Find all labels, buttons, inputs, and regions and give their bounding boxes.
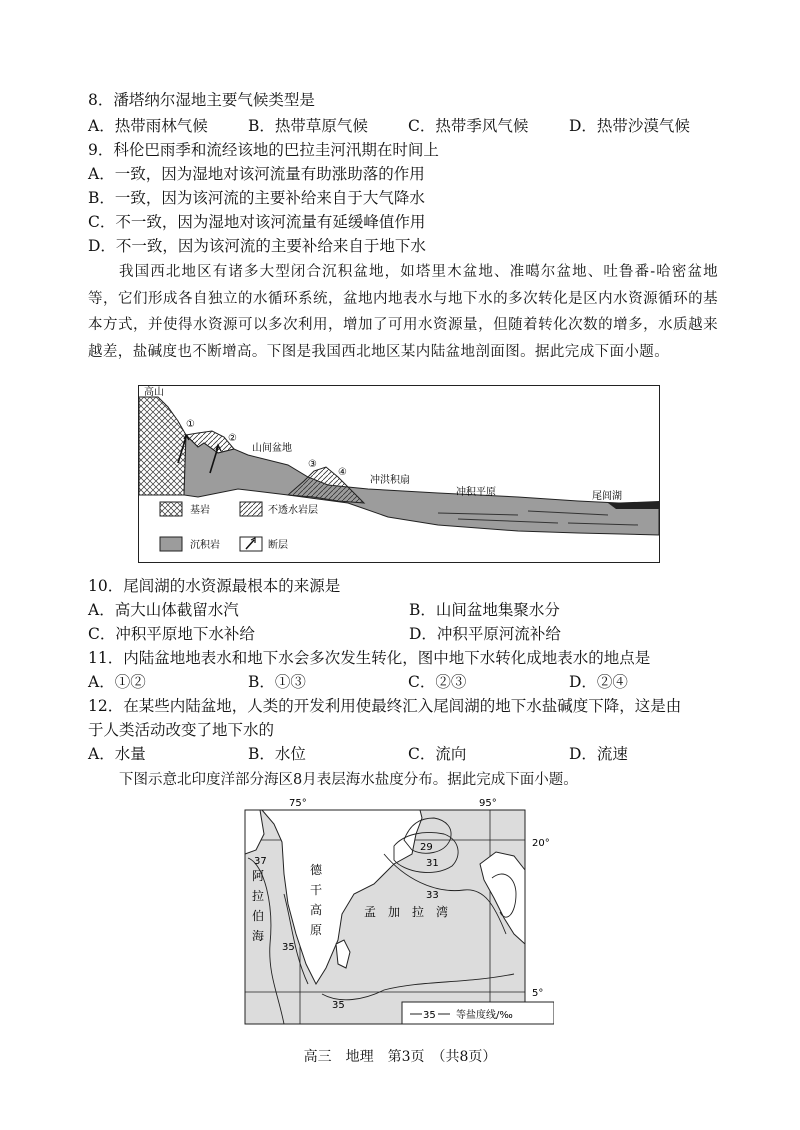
label-arabian-sea-4: 海 xyxy=(252,929,265,943)
q11-option-a: A．①② xyxy=(88,673,146,691)
q9-stem: 9．科伦巴雨季和流经该地的巴拉圭河汛期在时间上 xyxy=(88,141,439,159)
q9-option-d: D．不一致，因为该河流的主要补给来自于地下水 xyxy=(88,237,426,255)
q11-option-b: B．①③ xyxy=(248,673,306,691)
lat-label-5: 5° xyxy=(532,988,544,999)
label-arabian-sea-3: 伯 xyxy=(252,909,265,923)
salinity-map-figure xyxy=(244,794,554,1026)
page-footer: 高三 地理 第3页 （共8页） xyxy=(303,1049,497,1065)
label-point-3: ③ xyxy=(308,459,317,470)
q12-stem-line1: 12．在某些内陆盆地，人类的开发利用使最终汇入尾闾湖的地下水盐碱度下降，这是由 xyxy=(88,697,682,715)
label-mountain: 高山 xyxy=(144,387,164,398)
label-deccan-3: 高 xyxy=(310,903,323,917)
q10-option-a: A．高大山体截留水汽 xyxy=(88,601,239,619)
legend-fault: 断层 xyxy=(268,540,288,551)
isoline-label-29: 29 xyxy=(420,842,433,853)
label-plain: 冲积平原 xyxy=(456,487,496,498)
label-deccan-2: 干 xyxy=(310,883,323,897)
q8-option-a: A．热带雨林气候 xyxy=(88,117,208,135)
lon-label-95: 95° xyxy=(479,798,497,809)
label-point-2: ② xyxy=(228,433,237,444)
passage-salinity: 下图示意北印度洋部分海区8月表层海水盐度分布。据此完成下面小题。 xyxy=(119,772,578,788)
q8-option-c: C．热带季风气候 xyxy=(408,117,529,135)
legend-impermeable: 不透水岩层 xyxy=(268,505,318,516)
q11-option-c: C．②③ xyxy=(408,673,467,691)
label-arabian-sea-1: 阿 xyxy=(252,869,265,883)
lon-label-75: 75° xyxy=(289,798,307,809)
label-point-1: ① xyxy=(186,419,195,430)
q9-option-b: B．一致，因为该河流的主要补给来自于大气降水 xyxy=(88,189,425,207)
q9-option-a: A．一致，因为湿地对该河流量有助涨助落的作用 xyxy=(88,165,425,183)
legend-bedrock-swatch xyxy=(160,502,182,516)
label-fan: 冲洪积扇 xyxy=(370,475,410,486)
label-lake: 尾闾湖 xyxy=(592,491,622,502)
q10-option-d: D．冲积平原河流补给 xyxy=(409,625,561,643)
legend-sedimentary-swatch xyxy=(160,537,182,551)
label-deccan-4: 原 xyxy=(310,923,323,937)
legend-impermeable-swatch xyxy=(240,502,262,516)
legend-bedrock: 基岩 xyxy=(190,505,210,516)
label-deccan-1: 德 xyxy=(310,863,323,877)
q11-stem: 11．内陆盆地地表水和地下水会多次发生转化，图中地下水转化成地表水的地点是 xyxy=(88,649,651,667)
q12-option-c: C．流向 xyxy=(408,745,467,763)
label-point-4: ④ xyxy=(338,467,347,478)
q11-option-d: D．②④ xyxy=(569,673,628,691)
q8-option-d: D．热带沙漠气候 xyxy=(569,117,690,135)
lat-label-20: 20° xyxy=(532,838,550,849)
q8-option-b: B．热带草原气候 xyxy=(248,117,368,135)
legend-sedimentary: 沉积岩 xyxy=(190,540,220,551)
basin-profile-figure xyxy=(138,385,660,563)
label-bay-of-bengal: 孟 加 拉 湾 xyxy=(364,905,449,919)
q9-option-c: C．不一致，因为湿地对该河流量有延缓峰值作用 xyxy=(88,213,426,231)
map-legend-text: 等盐度线/‰ xyxy=(456,1010,513,1021)
isoline-label-35-west: 35 xyxy=(282,942,295,953)
q10-stem: 10．尾闾湖的水资源最根本的来源是 xyxy=(88,577,341,595)
q12-option-a: A．水量 xyxy=(88,745,146,763)
isoline-label-31: 31 xyxy=(426,858,439,869)
label-basin: 山间盆地 xyxy=(252,443,292,454)
passage-basin: 我国西北地区有诸多大型闭合沉积盆地，如塔里木盆地、准噶尔盆地、吐鲁番-哈密盆地等，它们形成各自独立的水循环系统，盆地内地表水与地下水的多次转化是区内水资源循环的基本方式，并使得水资源可以多次利用，增加了可用水资源量，但随着转化次数的增多，水质越来越差，盐碱度也不断增高。下图是我国西北地区某内陆盆地剖面图。据此完成下面小题。 xyxy=(88,264,718,360)
q8-stem: 8．潘塔纳尔湿地主要气候类型是 xyxy=(88,91,315,109)
map-legend-value: 35 xyxy=(423,1010,436,1021)
q10-option-b: B．山间盆地集聚水分 xyxy=(409,601,560,619)
q12-option-b: B．水位 xyxy=(248,745,306,763)
q12-option-d: D．流速 xyxy=(569,745,628,763)
isoline-label-37: 37 xyxy=(254,856,267,867)
label-arabian-sea-2: 拉 xyxy=(252,889,265,903)
q10-option-c: C．冲积平原地下水补给 xyxy=(88,625,255,643)
q12-stem-line2: 于人类活动改变了地下水的 xyxy=(88,721,275,739)
isoline-label-33: 33 xyxy=(426,890,439,901)
isoline-label-35-south: 35 xyxy=(332,1000,345,1011)
